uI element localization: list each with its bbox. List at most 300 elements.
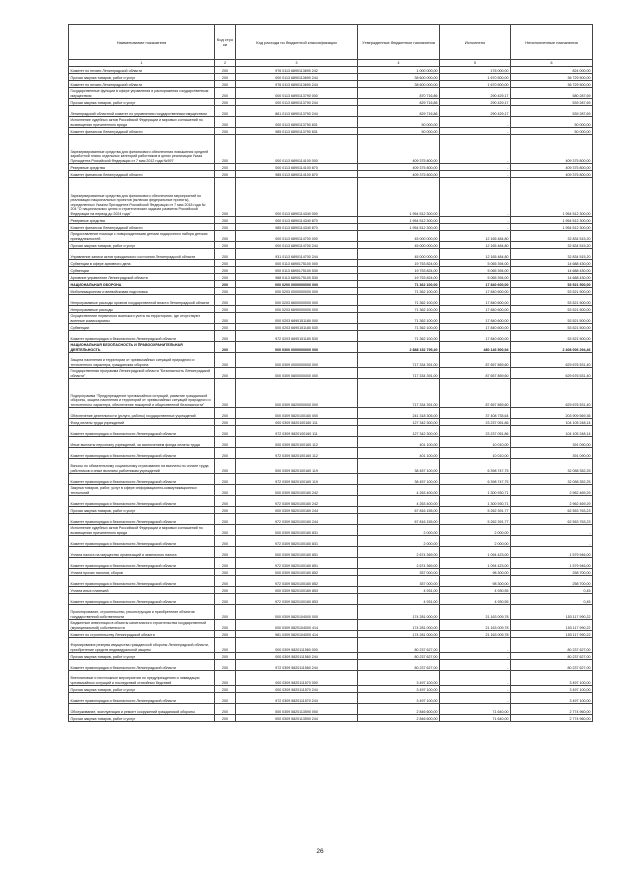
line-code: 200	[215, 605, 236, 620]
line-code: 200	[215, 128, 236, 135]
classification-code: 000 0309 5820111560 244	[236, 653, 358, 660]
executed-amount: 98 300,00	[440, 576, 511, 587]
approved-amount: 71 362 100,00	[358, 306, 440, 313]
unexecuted-amount: 539 287,69	[511, 106, 593, 117]
indicator-name: Прочая закупка товаров, работ и услуг	[69, 242, 215, 249]
approved-amount: 80 237 627,00	[358, 660, 440, 671]
executed-amount: -	[440, 164, 511, 171]
line-code: 200	[215, 67, 236, 74]
column-number-row	[69, 60, 593, 67]
executed-amount: 17 840 600,00	[440, 331, 511, 342]
classification-code: 972 0309 5820100160 852	[236, 576, 358, 587]
classification-code: 000 0113 6890114340 870	[236, 217, 358, 224]
executed-amount: 1 300 930,71	[440, 485, 511, 496]
approved-amount: 174 281 000,00	[358, 620, 440, 631]
approved-amount: 3 497 100,00	[358, 671, 440, 686]
line-code: 200	[215, 99, 236, 106]
table-row	[69, 671, 593, 686]
indicator-name: Ленинградский областной комитет по управлению государственным имуществом	[69, 106, 215, 117]
classification-code: 000 0309 5820113590 000	[236, 704, 358, 715]
line-code: 200	[215, 231, 236, 242]
executed-amount: 17 840 600,00	[440, 313, 511, 324]
classification-code: 000 0113 6890113790 000	[236, 88, 358, 99]
line-code: 200	[215, 594, 236, 605]
line-code: 200	[215, 437, 236, 448]
table-row	[69, 67, 593, 74]
table-row	[69, 426, 593, 437]
executed-amount: 1 670 500,00	[440, 81, 511, 88]
line-code: 200	[215, 686, 236, 693]
unexecuted-amount: 80 237 627,00	[511, 638, 593, 653]
unexecuted-amount: -	[511, 525, 593, 536]
unexecuted-amount: 1 954 512 300,00	[511, 178, 593, 217]
classification-code: 000 0203 6690151180 000	[236, 313, 358, 324]
column-number: 6	[511, 60, 593, 67]
classification-code: 000 0309 5820100160 244	[236, 507, 358, 514]
unexecuted-amount: 391 090,00	[511, 437, 593, 448]
executed-amount: 1 300 930,71	[440, 496, 511, 507]
table-row	[69, 88, 593, 99]
approved-amount: 4 931,00	[358, 594, 440, 605]
executed-amount: 21 163 009,78	[440, 605, 511, 620]
unexecuted-amount: 3 497 100,00	[511, 671, 593, 686]
classification-code: 000 0113 6890113790 244	[236, 99, 358, 106]
table-row	[69, 231, 593, 242]
executed-amount: -	[440, 178, 511, 217]
approved-amount: 409 375 800,00	[358, 135, 440, 164]
indicator-name: Защита населения и территории от чрезвычайных ситуаций природного и техногенного характера, гражданская оборона	[69, 353, 215, 368]
unexecuted-amount: 3 497 100,00	[511, 693, 593, 704]
executed-amount: 12 165 484,80	[440, 231, 511, 242]
indicator-name: Прочая закупка товаров, работ и услуг	[69, 99, 215, 106]
classification-code: 000 0309 5800000000 000	[236, 368, 358, 379]
classification-code: 000 0309 5820104000 414	[236, 620, 358, 631]
classification-code: 000 0300 0000000000 000	[236, 342, 358, 353]
indicator-name: Прочая закупка товаров, работ и услуг	[69, 715, 215, 722]
unexecuted-amount: 153 117 990,22	[511, 620, 593, 631]
unexecuted-amount: 32 834 515,20	[511, 242, 593, 249]
classification-code: 972 0309 5820100160 851	[236, 558, 358, 569]
executed-amount: 1 670 500,00	[440, 74, 511, 81]
indicator-name: Субвенции	[69, 324, 215, 331]
table-row	[69, 459, 593, 474]
indicator-name: Уплата иных платежей	[69, 587, 215, 594]
line-code: 200	[215, 660, 236, 671]
executed-amount: 4 930,55	[440, 594, 511, 605]
executed-amount: -	[440, 653, 511, 660]
approved-amount: 4 931,00	[358, 587, 440, 594]
executed-amount: 6 398 747,75	[440, 459, 511, 474]
unexecuted-amount: 80 237 627,00	[511, 660, 593, 671]
indicator-name: Осуществление первичного воинского учета на территориях, где отсутствуют военные комиссариаты	[69, 313, 215, 324]
approved-amount: 45 000 000,00	[358, 231, 440, 242]
unexecuted-amount: 2 408 006 294,46	[511, 342, 593, 353]
table-row	[69, 704, 593, 715]
approved-amount: 19 753 824,00	[358, 274, 440, 281]
line-code: 200	[215, 267, 236, 274]
line-code: 200	[215, 426, 236, 437]
column-number: 1	[69, 60, 215, 67]
executed-amount: 21 163 009,78	[440, 620, 511, 631]
indicator-name: Комитет правопорядка и безопасности Ленинградской области	[69, 474, 215, 485]
executed-amount: 98 300,00	[440, 569, 511, 576]
classification-code: 972 0309 5820100160 244	[236, 514, 358, 525]
classification-code: 000 0309 5820100160 111	[236, 419, 358, 426]
unexecuted-amount: 62 553 763,23	[511, 514, 593, 525]
unexecuted-amount: 14 688 430,00	[511, 260, 593, 267]
executed-amount: 17 840 600,00	[440, 324, 511, 331]
table-row	[69, 660, 593, 671]
approved-amount: 38 600 000,00	[358, 74, 440, 81]
table-row	[69, 224, 593, 231]
executed-amount: 23 237 051,86	[440, 426, 511, 437]
executed-amount: -	[440, 135, 511, 164]
approved-amount: 241 318 305,00	[358, 408, 440, 419]
table-row	[69, 306, 593, 313]
unexecuted-amount: 14 688 430,00	[511, 274, 593, 281]
line-code: 200	[215, 587, 236, 594]
classification-code: 000 0309 5820111570 244	[236, 686, 358, 693]
unexecuted-amount: 80 237 627,00	[511, 653, 593, 660]
classification-code: 000 0113 6890114100 000	[236, 135, 358, 164]
unexecuted-amount: -	[511, 536, 593, 547]
executed-amount: -	[440, 224, 511, 231]
unexecuted-amount: 0,45	[511, 594, 593, 605]
indicator-name: Обеспечение деятельности (услуги, работы) государственных учреждений	[69, 408, 215, 419]
classification-code: 861 0113 6890113790 244	[236, 106, 358, 117]
table-row	[69, 178, 593, 217]
classification-code: 972 0309 5820100160 111	[236, 426, 358, 437]
line-code: 200	[215, 576, 236, 587]
line-code: 200	[215, 547, 236, 558]
approved-amount: 409 375 800,00	[358, 164, 440, 171]
unexecuted-amount: 153 117 990,22	[511, 631, 593, 638]
indicator-name: Резервные средства	[69, 217, 215, 224]
indicator-name: Государственная программа Ленинградской области "Безопасность Ленинградской области"	[69, 368, 215, 379]
table-row	[69, 569, 593, 576]
line-code: 200	[215, 514, 236, 525]
unexecuted-amount: 391 090,00	[511, 448, 593, 459]
unexecuted-amount: 409 375 800,00	[511, 171, 593, 178]
line-code: 200	[215, 342, 236, 353]
executed-amount: -	[440, 660, 511, 671]
approved-amount: 127 342 300,00	[358, 419, 440, 426]
executed-amount: 2 000,00	[440, 536, 511, 547]
indicator-name: Комитет по печати Ленинградской области	[69, 81, 215, 88]
line-code: 200	[215, 171, 236, 178]
indicator-name: Взносы по обязательному социальному страхованию на выплаты по оплате труда работников и иные выплаты работникам учреждений	[69, 459, 215, 474]
indicator-name: Исполнение судебных актов Российской Федерации и мировых соглашений по возмещению причиненного вреда	[69, 117, 215, 128]
approved-amount: 2 674 369,00	[358, 558, 440, 569]
indicator-name: Бюджетные инвестиции в объекты капитального строительства государственной (муниципальной) собственности	[69, 620, 215, 631]
classification-code: 000 0309 5820104000 000	[236, 605, 358, 620]
indicator-name: Зарезервированные средства для финансового обеспечения мероприятий по реализации национальных проектов (включая федеральные проекты), определенных Указом Президента Российской Федерации от 7 мая 2018 года № 204 "О национальных целях и стратегических задачах развития Российской Федерации на период до 2024 года"	[69, 178, 215, 217]
indicator-name: Архивное управление Ленинградской области	[69, 274, 215, 281]
executed-amount: -	[440, 686, 511, 693]
indicator-name: Комитет правопорядка и безопасности Ленинградской области	[69, 594, 215, 605]
line-code: 200	[215, 164, 236, 171]
line-code: 200	[215, 274, 236, 281]
unexecuted-amount: 629 676 531,40	[511, 353, 593, 368]
table-row	[69, 620, 593, 631]
line-code: 200	[215, 249, 236, 260]
classification-code: 000 0113 6890114700 244	[236, 242, 358, 249]
executed-amount: 71 640,00	[440, 704, 511, 715]
classification-code: 931 0113 6890114700 244	[236, 249, 358, 260]
classification-code: 000 0203 6690000000 000	[236, 306, 358, 313]
indicator-name: Субвенции в сфере архивного дела	[69, 260, 215, 267]
executed-amount: 5 065 394,00	[440, 260, 511, 267]
indicator-name: Комитет правопорядка и безопасности Ленинградской области	[69, 514, 215, 525]
table-row	[69, 558, 593, 569]
executed-amount: 12 165 484,80	[440, 242, 511, 249]
indicator-name: Обслуживание, эксплуатация и ремонт сооружений гражданской обороны	[69, 704, 215, 715]
approved-amount: 870 716,86	[358, 88, 440, 99]
table-row	[69, 217, 593, 224]
table-row	[69, 507, 593, 514]
line-code: 200	[215, 474, 236, 485]
classification-code: 000 0309 5820000000 000	[236, 379, 358, 408]
classification-code: 972 0309 5820100160 831	[236, 536, 358, 547]
classification-code: 000 0309 5820111570 000	[236, 671, 358, 686]
table-row	[69, 631, 593, 638]
table-row	[69, 242, 593, 249]
unexecuted-amount: 2 962 469,29	[511, 496, 593, 507]
line-code: 200	[215, 536, 236, 547]
indicator-name: Комитет финансов Ленинградской области	[69, 171, 215, 178]
line-code: 200	[215, 485, 236, 496]
table-row	[69, 594, 593, 605]
table-row	[69, 437, 593, 448]
indicator-name: Субвенции	[69, 267, 215, 274]
indicator-name: Комитет по строительству Ленинградской области	[69, 631, 215, 638]
approved-amount: 71 362 100,00	[358, 281, 440, 288]
table-row	[69, 295, 593, 306]
approved-amount: 3 497 100,00	[358, 686, 440, 693]
unexecuted-amount: 2 774 960,00	[511, 715, 593, 722]
table-row	[69, 653, 593, 660]
table-row	[69, 686, 593, 693]
unexecuted-amount: 203 909 569,36	[511, 408, 593, 419]
classification-code: 000 0309 5820113590 244	[236, 715, 358, 722]
classification-code: 988 0113 6890175100 530	[236, 274, 358, 281]
line-code: 200	[215, 408, 236, 419]
approved-amount: 50 000,00	[358, 117, 440, 128]
approved-amount: 1 000 000,00	[358, 67, 440, 74]
approved-amount: 174 281 000,00	[358, 631, 440, 638]
line-code: 200	[215, 620, 236, 631]
classification-code: 000 0113 6890113790 831	[236, 117, 358, 128]
unexecuted-amount: 53 521 500,00	[511, 306, 593, 313]
table-row	[69, 525, 593, 536]
indicator-name: Государственные функции в сфере управления и распоряжения государственным имуществом	[69, 88, 215, 99]
classification-code: 972 0309 5820100160 112	[236, 448, 358, 459]
line-code: 200	[215, 281, 236, 288]
line-code: 200	[215, 631, 236, 638]
line-code: 200	[215, 313, 236, 324]
indicator-name: Иные выплаты персоналу учреждений, за исключением фонда оплаты труда	[69, 437, 215, 448]
table-row	[69, 419, 593, 426]
line-code: 200	[215, 525, 236, 536]
column-number: 4	[358, 60, 440, 67]
executed-amount: -	[440, 217, 511, 224]
line-code: 200	[215, 295, 236, 306]
indicator-name: Формирование резерва имущества гражданской обороны Ленинградской области, приобретение средств индивидуальной защиты	[69, 638, 215, 653]
unexecuted-amount: 824 000,00	[511, 67, 593, 74]
approved-amount: 38 600 000,00	[358, 81, 440, 88]
unexecuted-amount: 53 521 500,00	[511, 281, 593, 288]
executed-amount: 5 065 394,00	[440, 274, 511, 281]
indicator-name: НАЦИОНАЛЬНАЯ ОБОРОНА	[69, 281, 215, 288]
indicator-name: Резервные средства	[69, 164, 215, 171]
table-row	[69, 693, 593, 704]
approved-amount: 45 000 000,00	[358, 249, 440, 260]
indicator-name: Комитет финансов Ленинградской области	[69, 224, 215, 231]
header-indicator-name: Наименование показателя	[69, 25, 215, 60]
unexecuted-amount: 258 700,00	[511, 569, 593, 576]
table-row	[69, 368, 593, 379]
executed-amount: 23 237 051,86	[440, 419, 511, 426]
executed-amount: 2 000,00	[440, 525, 511, 536]
unexecuted-amount: 14 688 430,00	[511, 267, 593, 274]
unexecuted-amount: 1 579 946,00	[511, 558, 593, 569]
unexecuted-amount: 32 834 515,20	[511, 231, 593, 242]
approved-amount: 2 674 369,00	[358, 547, 440, 558]
classification-code: 000 0309 5820100160 242	[236, 485, 358, 496]
unexecuted-amount: 32 058 352,25	[511, 474, 593, 485]
unexecuted-amount: 53 521 500,00	[511, 313, 593, 324]
table-row	[69, 128, 593, 135]
approved-amount: 67 816 155,00	[358, 514, 440, 525]
approved-amount: 4 263 400,00	[358, 496, 440, 507]
unexecuted-amount: 53 521 500,00	[511, 288, 593, 295]
table-row	[69, 267, 593, 274]
indicator-name: Уплата налога на имущество организаций и земельного налога	[69, 547, 215, 558]
approved-amount: 357 000,00	[358, 569, 440, 576]
approved-amount: 71 362 100,00	[358, 331, 440, 342]
table-row	[69, 81, 593, 88]
line-code: 200	[215, 419, 236, 426]
unexecuted-amount: 2 962 469,29	[511, 485, 593, 496]
table-row	[69, 379, 593, 408]
unexecuted-amount: 50 000,00	[511, 128, 593, 135]
table-row	[69, 324, 593, 331]
unexecuted-amount: 32 058 352,25	[511, 459, 593, 474]
indicator-name: Прочая закупка товаров, работ и услуг	[69, 507, 215, 514]
executed-amount: -	[440, 671, 511, 686]
executed-amount: -	[440, 171, 511, 178]
unexecuted-amount: 1 954 512 300,00	[511, 224, 593, 231]
unexecuted-amount: 3 497 100,00	[511, 686, 593, 693]
unexecuted-amount: 539 287,69	[511, 99, 593, 106]
indicator-name: Фонд оплаты труда учреждений	[69, 419, 215, 426]
indicator-name: Управление записи актов гражданского состояния Ленинградской области	[69, 249, 215, 260]
executed-amount: 37 408 735,64	[440, 408, 511, 419]
unexecuted-amount: 104 105 248,14	[511, 419, 593, 426]
indicator-name: Предоставление помощи с новорожденными детьми подарочного набора детских принадлежностей	[69, 231, 215, 242]
table-row	[69, 74, 593, 81]
executed-amount: 5 262 391,77	[440, 514, 511, 525]
indicator-name: Комитет правопорядка и безопасности Ленинградской области	[69, 558, 215, 569]
unexecuted-amount: 629 676 531,40	[511, 379, 593, 408]
table-row	[69, 164, 593, 171]
classification-code: 985 0113 6890113790 831	[236, 128, 358, 135]
approved-amount: 2 000,00	[358, 536, 440, 547]
header-executed: Исполнено	[440, 25, 511, 60]
classification-code: 000 0309 5820100160 851	[236, 547, 358, 558]
classification-code: 000 0203 6690151180 530	[236, 324, 358, 331]
line-code: 200	[215, 671, 236, 686]
indicator-name: Комитет правопорядка и безопасности Ленинградской области	[69, 660, 215, 671]
approved-amount: 3 497 100,00	[358, 693, 440, 704]
executed-amount: 290 429,17	[440, 88, 511, 99]
classification-code: 972 0309 5820111570 244	[236, 693, 358, 704]
unexecuted-amount: 0,45	[511, 587, 593, 594]
approved-amount: 1 954 512 300,00	[358, 178, 440, 217]
approved-amount: 357 000,00	[358, 576, 440, 587]
line-code: 200	[215, 558, 236, 569]
approved-amount: 829 716,86	[358, 99, 440, 106]
indicator-name: Мобилизационная и вневойсковая подготовка	[69, 288, 215, 295]
executed-amount: -	[440, 128, 511, 135]
executed-amount: 480 146 500,94	[440, 342, 511, 353]
line-code: 200	[215, 81, 236, 88]
line-code: 200	[215, 368, 236, 379]
unexecuted-amount: 409 375 800,00	[511, 135, 593, 164]
indicator-name: Комитет правопорядка и безопасности Ленинградской области	[69, 693, 215, 704]
unexecuted-amount: 36 729 500,00	[511, 81, 593, 88]
line-code: 200	[215, 569, 236, 576]
line-code: 200	[215, 507, 236, 514]
indicator-name: Подпрограмма "Предупреждение чрезвычайных ситуаций, развитие гражданской обороны, защита населения и территорий от чрезвычайных ситуаций природного и техногенного характера, обеспечение пожарной и общественной безопасности"	[69, 379, 215, 408]
report-page	[68, 24, 592, 722]
classification-code: 000 0309 5820111560 000	[236, 638, 358, 653]
indicator-name: Прочая закупка товаров, работ и услуг	[69, 653, 215, 660]
approved-amount: 38 457 100,00	[358, 459, 440, 474]
classification-code: 976 0113 6890113690 244	[236, 81, 358, 88]
table-row	[69, 342, 593, 353]
table-row	[69, 274, 593, 281]
line-code: 200	[215, 117, 236, 128]
approved-amount: 71 362 100,00	[358, 324, 440, 331]
unexecuted-amount: 1 579 946,00	[511, 547, 593, 558]
approved-amount: 4 263 400,00	[358, 485, 440, 496]
line-code: 200	[215, 331, 236, 342]
table-row	[69, 313, 593, 324]
unexecuted-amount: 53 521 500,00	[511, 295, 593, 306]
table-row	[69, 638, 593, 653]
executed-amount: 1 094 423,00	[440, 547, 511, 558]
line-code: 200	[215, 704, 236, 715]
approved-amount: 127 342 300,00	[358, 426, 440, 437]
approved-amount: 71 362 100,00	[358, 288, 440, 295]
classification-code: 000 0113 6890113690 244	[236, 74, 358, 81]
table-row	[69, 576, 593, 587]
classification-code: 985 0113 6890114100 870	[236, 171, 358, 178]
table-row	[69, 288, 593, 295]
table-row	[69, 547, 593, 558]
table-row	[69, 281, 593, 288]
table-row	[69, 587, 593, 594]
classification-code: 972 0309 5820100160 119	[236, 474, 358, 485]
executed-amount: 290 429,17	[440, 106, 511, 117]
executed-amount: 10 010,00	[440, 437, 511, 448]
classification-code: 000 0113 6890114100 870	[236, 164, 358, 171]
approved-amount: 2 846 600,00	[358, 715, 440, 722]
line-code: 200	[215, 178, 236, 217]
classification-code: 000 0309 5820100160 119	[236, 459, 358, 474]
approved-amount: 19 753 824,00	[358, 260, 440, 267]
